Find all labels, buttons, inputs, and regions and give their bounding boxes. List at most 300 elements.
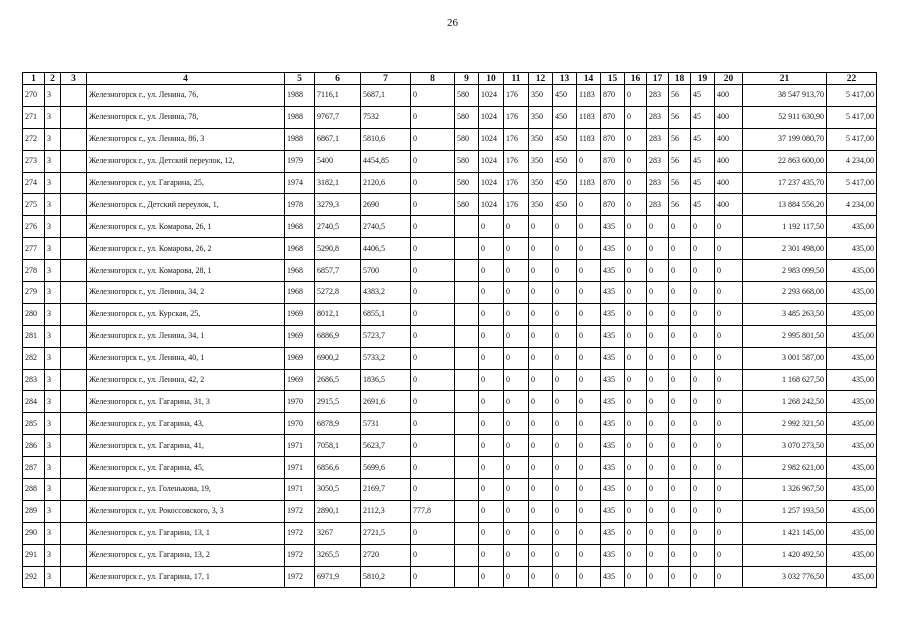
table-cell-col-6: 2686,5 — [315, 369, 361, 391]
table-cell-col-8: 0 — [411, 457, 455, 479]
table-cell-col-19: 0 — [691, 282, 715, 304]
table-cell-col-1: 275 — [23, 194, 45, 216]
table-cell-col-20: 0 — [715, 391, 743, 413]
table-cell-col-14: 1183 — [577, 85, 601, 107]
table-cell-col-1: 273 — [23, 150, 45, 172]
table-cell-col-20: 400 — [715, 85, 743, 107]
table-cell-col-2: 3 — [45, 325, 61, 347]
table-cell-col-19: 0 — [691, 479, 715, 501]
table-cell-col-1: 290 — [23, 522, 45, 544]
table-cell-col-20: 0 — [715, 413, 743, 435]
table-cell-col-21: 1 326 967,50 — [743, 479, 827, 501]
table-cell-col-4: Железногорск г., ул. Гагарина, 43, — [87, 413, 285, 435]
column-header-18: 18 — [669, 73, 691, 85]
table-row — [23, 303, 877, 325]
table-cell-col-1: 270 — [23, 85, 45, 107]
table-cell-col-4: Железногорск г., ул. Курская, 25, — [87, 303, 285, 325]
table-cell-col-7: 7532 — [361, 106, 411, 128]
table-row — [23, 479, 877, 501]
table-cell-col-13: 450 — [553, 172, 577, 194]
table-cell-col-16: 0 — [625, 216, 647, 238]
table-cell-col-11: 176 — [504, 106, 529, 128]
table-cell-col-7: 5700 — [361, 260, 411, 282]
table-cell-col-6: 9767,7 — [315, 106, 361, 128]
table-row — [23, 194, 877, 216]
table-cell-col-12: 350 — [529, 150, 553, 172]
table-cell-col-3 — [61, 479, 87, 501]
table-row — [23, 216, 877, 238]
table-cell-col-7: 5810,6 — [361, 128, 411, 150]
table-cell-col-2: 3 — [45, 282, 61, 304]
table-cell-col-17: 283 — [647, 128, 669, 150]
table-cell-col-3 — [61, 347, 87, 369]
column-header-20: 20 — [715, 73, 743, 85]
table-cell-col-16: 0 — [625, 282, 647, 304]
table-cell-col-10: 0 — [479, 347, 504, 369]
table-cell-col-1: 287 — [23, 457, 45, 479]
column-header-3: 3 — [61, 73, 87, 85]
table-cell-col-20: 0 — [715, 282, 743, 304]
table-cell-col-15: 435 — [601, 566, 625, 588]
table-cell-col-1: 277 — [23, 238, 45, 260]
column-header-11: 11 — [504, 73, 529, 85]
table-cell-col-2: 3 — [45, 303, 61, 325]
table-cell-col-9 — [455, 325, 479, 347]
table-cell-col-5: 1969 — [285, 325, 315, 347]
table-cell-col-13: 450 — [553, 128, 577, 150]
table-cell-col-6: 5290,8 — [315, 238, 361, 260]
table-cell-col-18: 0 — [669, 544, 691, 566]
table-cell-col-17: 0 — [647, 457, 669, 479]
table-cell-col-5: 1969 — [285, 369, 315, 391]
table-cell-col-2: 3 — [45, 128, 61, 150]
table-cell-col-11: 0 — [504, 391, 529, 413]
table-cell-col-5: 1970 — [285, 391, 315, 413]
table-cell-col-7: 4406,5 — [361, 238, 411, 260]
table-cell-col-5: 1988 — [285, 85, 315, 107]
table-cell-col-9 — [455, 369, 479, 391]
table-cell-col-7: 5733,2 — [361, 347, 411, 369]
table-cell-col-14: 0 — [577, 369, 601, 391]
table-cell-col-11: 0 — [504, 303, 529, 325]
table-cell-col-11: 176 — [504, 194, 529, 216]
column-header-4: 4 — [87, 73, 285, 85]
table-cell-col-15: 870 — [601, 106, 625, 128]
table-cell-col-12: 0 — [529, 260, 553, 282]
table-cell-col-11: 0 — [504, 369, 529, 391]
table-cell-col-20: 400 — [715, 128, 743, 150]
table-cell-col-14: 0 — [577, 216, 601, 238]
table-cell-col-20: 0 — [715, 238, 743, 260]
table-row — [23, 128, 877, 150]
table-cell-col-21: 2 982 621,00 — [743, 457, 827, 479]
table-cell-col-20: 0 — [715, 369, 743, 391]
table-row — [23, 325, 877, 347]
table-cell-col-4: Железногорск г., ул. Гагарина, 45, — [87, 457, 285, 479]
table-cell-col-11: 0 — [504, 238, 529, 260]
column-header-13: 13 — [553, 73, 577, 85]
table-cell-col-17: 0 — [647, 347, 669, 369]
table-cell-col-13: 0 — [553, 566, 577, 588]
table-cell-col-2: 3 — [45, 238, 61, 260]
table-cell-col-22: 5 417,00 — [827, 128, 877, 150]
table-row — [23, 435, 877, 457]
table-cell-col-15: 870 — [601, 85, 625, 107]
table-cell-col-10: 0 — [479, 413, 504, 435]
table-cell-col-16: 0 — [625, 479, 647, 501]
table-cell-col-22: 435,00 — [827, 413, 877, 435]
table-cell-col-12: 0 — [529, 566, 553, 588]
table-cell-col-14: 0 — [577, 238, 601, 260]
column-header-21: 21 — [743, 73, 827, 85]
table-cell-col-15: 435 — [601, 479, 625, 501]
table-cell-col-6: 6886,9 — [315, 325, 361, 347]
table-cell-col-6: 6856,6 — [315, 457, 361, 479]
table-cell-col-20: 0 — [715, 566, 743, 588]
table-cell-col-5: 1972 — [285, 522, 315, 544]
table-cell-col-3 — [61, 500, 87, 522]
table-cell-col-9: 580 — [455, 128, 479, 150]
table-cell-col-13: 450 — [553, 106, 577, 128]
table-cell-col-19: 0 — [691, 216, 715, 238]
table-cell-col-1: 279 — [23, 282, 45, 304]
table-cell-col-17: 0 — [647, 391, 669, 413]
table-cell-col-5: 1971 — [285, 479, 315, 501]
table-cell-col-12: 0 — [529, 391, 553, 413]
table-cell-col-12: 0 — [529, 325, 553, 347]
table-row — [23, 522, 877, 544]
table-cell-col-18: 56 — [669, 172, 691, 194]
table-cell-col-20: 0 — [715, 216, 743, 238]
table-cell-col-5: 1969 — [285, 347, 315, 369]
table-cell-col-22: 435,00 — [827, 303, 877, 325]
table-cell-col-13: 0 — [553, 500, 577, 522]
table-cell-col-17: 0 — [647, 435, 669, 457]
table-cell-col-2: 3 — [45, 369, 61, 391]
table-cell-col-15: 435 — [601, 282, 625, 304]
table-cell-col-8: 0 — [411, 85, 455, 107]
table-cell-col-22: 5 417,00 — [827, 85, 877, 107]
table-cell-col-17: 0 — [647, 413, 669, 435]
table-cell-col-17: 0 — [647, 369, 669, 391]
table-cell-col-22: 4 234,00 — [827, 194, 877, 216]
table-row — [23, 544, 877, 566]
table-cell-col-3 — [61, 544, 87, 566]
table-cell-col-10: 1024 — [479, 106, 504, 128]
table-cell-col-6: 3279,3 — [315, 194, 361, 216]
table-cell-col-4: Железногорск г., ул. Детский переулок, 12, — [87, 150, 285, 172]
table-cell-col-10: 0 — [479, 566, 504, 588]
table-cell-col-22: 435,00 — [827, 566, 877, 588]
table-cell-col-19: 0 — [691, 391, 715, 413]
table-cell-col-2: 3 — [45, 413, 61, 435]
table-cell-col-10: 1024 — [479, 150, 504, 172]
table-cell-col-19: 0 — [691, 260, 715, 282]
table-cell-col-9: 580 — [455, 194, 479, 216]
table-cell-col-10: 0 — [479, 479, 504, 501]
table-cell-col-6: 8012,1 — [315, 303, 361, 325]
table-cell-col-14: 0 — [577, 325, 601, 347]
table-cell-col-16: 0 — [625, 194, 647, 216]
table-cell-col-14: 1183 — [577, 172, 601, 194]
table-cell-col-12: 0 — [529, 544, 553, 566]
column-header-16: 16 — [625, 73, 647, 85]
table-cell-col-12: 350 — [529, 128, 553, 150]
table-cell-col-21: 37 199 080,70 — [743, 128, 827, 150]
table-cell-col-6: 3182,1 — [315, 172, 361, 194]
table-cell-col-7: 2740,5 — [361, 216, 411, 238]
table-cell-col-7: 2120,6 — [361, 172, 411, 194]
table-cell-col-3 — [61, 172, 87, 194]
table-cell-col-8: 0 — [411, 128, 455, 150]
table-cell-col-16: 0 — [625, 391, 647, 413]
table-cell-col-2: 3 — [45, 347, 61, 369]
table-cell-col-4: Железногорск г., ул. Комарова, 26, 1 — [87, 216, 285, 238]
table-cell-col-14: 1183 — [577, 128, 601, 150]
table-row — [23, 413, 877, 435]
table-cell-col-9 — [455, 303, 479, 325]
table-cell-col-7: 1836,5 — [361, 369, 411, 391]
table-cell-col-14: 0 — [577, 413, 601, 435]
table-cell-col-5: 1979 — [285, 150, 315, 172]
table-cell-col-7: 6855,1 — [361, 303, 411, 325]
table-cell-col-6: 6878,9 — [315, 413, 361, 435]
table-cell-col-9 — [455, 347, 479, 369]
table-cell-col-17: 0 — [647, 479, 669, 501]
table-cell-col-17: 0 — [647, 282, 669, 304]
column-header-17: 17 — [647, 73, 669, 85]
table-cell-col-3 — [61, 260, 87, 282]
table-cell-col-4: Железногорск г., ул. Рокоссовского, 3, 3 — [87, 500, 285, 522]
table-cell-col-9 — [455, 522, 479, 544]
table-cell-col-2: 3 — [45, 85, 61, 107]
table-cell-col-2: 3 — [45, 216, 61, 238]
table-cell-col-15: 435 — [601, 522, 625, 544]
table-cell-col-11: 0 — [504, 544, 529, 566]
table-cell-col-3 — [61, 369, 87, 391]
table-cell-col-17: 0 — [647, 303, 669, 325]
table-cell-col-2: 3 — [45, 435, 61, 457]
table-cell-col-11: 0 — [504, 522, 529, 544]
table-cell-col-12: 0 — [529, 479, 553, 501]
table-cell-col-15: 435 — [601, 544, 625, 566]
table-cell-col-5: 1974 — [285, 172, 315, 194]
table-cell-col-19: 0 — [691, 566, 715, 588]
table-cell-col-21: 13 884 556,20 — [743, 194, 827, 216]
table-cell-col-10: 0 — [479, 303, 504, 325]
table-cell-col-17: 283 — [647, 150, 669, 172]
table-cell-col-18: 56 — [669, 128, 691, 150]
table-cell-col-16: 0 — [625, 435, 647, 457]
column-header-9: 9 — [455, 73, 479, 85]
table-cell-col-10: 0 — [479, 238, 504, 260]
table-cell-col-18: 0 — [669, 457, 691, 479]
table-cell-col-1: 282 — [23, 347, 45, 369]
table-cell-col-8: 0 — [411, 216, 455, 238]
table-cell-col-10: 0 — [479, 216, 504, 238]
table-row — [23, 150, 877, 172]
table-cell-col-16: 0 — [625, 238, 647, 260]
table-cell-col-1: 272 — [23, 128, 45, 150]
table-cell-col-19: 0 — [691, 369, 715, 391]
table-cell-col-20: 0 — [715, 522, 743, 544]
table-cell-col-21: 2 301 498,00 — [743, 238, 827, 260]
table-cell-col-12: 0 — [529, 457, 553, 479]
table-cell-col-11: 0 — [504, 457, 529, 479]
table-cell-col-13: 450 — [553, 150, 577, 172]
table-cell-col-16: 0 — [625, 500, 647, 522]
table-cell-col-17: 283 — [647, 106, 669, 128]
column-header-6: 6 — [315, 73, 361, 85]
table-cell-col-9: 580 — [455, 85, 479, 107]
table-cell-col-5: 1968 — [285, 238, 315, 260]
table-cell-col-10: 0 — [479, 435, 504, 457]
table-cell-col-12: 350 — [529, 172, 553, 194]
table-cell-col-15: 435 — [601, 325, 625, 347]
table-cell-col-18: 0 — [669, 413, 691, 435]
table-cell-col-18: 0 — [669, 522, 691, 544]
table-cell-col-1: 292 — [23, 566, 45, 588]
table-cell-col-15: 435 — [601, 216, 625, 238]
table-cell-col-6: 6900,2 — [315, 347, 361, 369]
table-cell-col-13: 0 — [553, 435, 577, 457]
table-cell-col-13: 450 — [553, 85, 577, 107]
column-header-10: 10 — [479, 73, 504, 85]
table-cell-col-4: Железногорск г., ул. Комарова, 26, 2 — [87, 238, 285, 260]
table-cell-col-17: 0 — [647, 522, 669, 544]
table-cell-col-5: 1972 — [285, 566, 315, 588]
table-cell-col-3 — [61, 282, 87, 304]
table-cell-col-3 — [61, 435, 87, 457]
table-cell-col-2: 3 — [45, 172, 61, 194]
table-cell-col-16: 0 — [625, 347, 647, 369]
table-cell-col-2: 3 — [45, 150, 61, 172]
table-cell-col-12: 0 — [529, 413, 553, 435]
table-cell-col-22: 435,00 — [827, 282, 877, 304]
table-cell-col-10: 0 — [479, 522, 504, 544]
table-cell-col-17: 0 — [647, 500, 669, 522]
table-row — [23, 369, 877, 391]
table-cell-col-16: 0 — [625, 303, 647, 325]
table-cell-col-17: 0 — [647, 544, 669, 566]
table-cell-col-16: 0 — [625, 150, 647, 172]
table-cell-col-18: 0 — [669, 303, 691, 325]
table-cell-col-15: 870 — [601, 172, 625, 194]
table-cell-col-19: 45 — [691, 150, 715, 172]
table-cell-col-3 — [61, 303, 87, 325]
table-cell-col-7: 4454,85 — [361, 150, 411, 172]
table-cell-col-22: 435,00 — [827, 325, 877, 347]
table-cell-col-13: 0 — [553, 391, 577, 413]
table-cell-col-22: 435,00 — [827, 544, 877, 566]
table-cell-col-14: 0 — [577, 303, 601, 325]
table-header-row — [23, 73, 877, 85]
table-cell-col-15: 435 — [601, 391, 625, 413]
table-cell-col-8: 0 — [411, 369, 455, 391]
table-cell-col-12: 0 — [529, 435, 553, 457]
table-cell-col-21: 3 485 263,50 — [743, 303, 827, 325]
table-cell-col-12: 0 — [529, 522, 553, 544]
table-cell-col-19: 45 — [691, 85, 715, 107]
table-cell-col-13: 0 — [553, 260, 577, 282]
table-cell-col-17: 0 — [647, 260, 669, 282]
table-cell-col-21: 2 995 801,50 — [743, 325, 827, 347]
table-cell-col-17: 0 — [647, 238, 669, 260]
table-cell-col-14: 0 — [577, 194, 601, 216]
table-cell-col-4: Железногорск г., ул. Гагарина, 17, 1 — [87, 566, 285, 588]
table-cell-col-18: 56 — [669, 194, 691, 216]
table-cell-col-21: 3 001 587,00 — [743, 347, 827, 369]
table-cell-col-20: 400 — [715, 194, 743, 216]
table-cell-col-21: 52 911 630,90 — [743, 106, 827, 128]
table-cell-col-13: 0 — [553, 303, 577, 325]
table-cell-col-1: 283 — [23, 369, 45, 391]
table-cell-col-12: 0 — [529, 500, 553, 522]
table-cell-col-13: 0 — [553, 479, 577, 501]
table-cell-col-3 — [61, 128, 87, 150]
table-cell-col-9: 580 — [455, 172, 479, 194]
table-cell-col-4: Железногорск г., ул. Ленина, 76, — [87, 85, 285, 107]
table-cell-col-2: 3 — [45, 106, 61, 128]
table-cell-col-3 — [61, 325, 87, 347]
table-cell-col-13: 0 — [553, 522, 577, 544]
table-cell-col-20: 0 — [715, 479, 743, 501]
table-cell-col-8: 0 — [411, 479, 455, 501]
table-cell-col-9 — [455, 260, 479, 282]
column-header-12: 12 — [529, 73, 553, 85]
table-cell-col-7: 4383,2 — [361, 282, 411, 304]
table-cell-col-1: 276 — [23, 216, 45, 238]
table-cell-col-14: 0 — [577, 391, 601, 413]
table-cell-col-21: 17 237 435,70 — [743, 172, 827, 194]
table-cell-col-16: 0 — [625, 566, 647, 588]
table-cell-col-3 — [61, 566, 87, 588]
table-row — [23, 347, 877, 369]
table-cell-col-14: 0 — [577, 457, 601, 479]
table-cell-col-1: 286 — [23, 435, 45, 457]
table-cell-col-10: 0 — [479, 500, 504, 522]
table-cell-col-14: 0 — [577, 479, 601, 501]
table-cell-col-13: 0 — [553, 457, 577, 479]
table-cell-col-2: 3 — [45, 194, 61, 216]
table-cell-col-9 — [455, 566, 479, 588]
table-cell-col-15: 435 — [601, 260, 625, 282]
table-cell-col-3 — [61, 413, 87, 435]
table-cell-col-2: 3 — [45, 479, 61, 501]
table-cell-col-7: 2169,7 — [361, 479, 411, 501]
table-cell-col-8: 0 — [411, 260, 455, 282]
table-cell-col-4: Железногорск г., ул. Гагарина, 13, 2 — [87, 544, 285, 566]
table-cell-col-4: Железногорск г., ул. Ленина, 34, 2 — [87, 282, 285, 304]
table-cell-col-22: 435,00 — [827, 347, 877, 369]
table-cell-col-11: 176 — [504, 172, 529, 194]
table-row — [23, 500, 877, 522]
table-cell-col-7: 5623,7 — [361, 435, 411, 457]
table-cell-col-19: 0 — [691, 238, 715, 260]
table-cell-col-13: 0 — [553, 238, 577, 260]
table-cell-col-8: 0 — [411, 544, 455, 566]
table-cell-col-2: 3 — [45, 391, 61, 413]
table-cell-col-5: 1968 — [285, 282, 315, 304]
table-cell-col-15: 435 — [601, 369, 625, 391]
table-cell-col-16: 0 — [625, 128, 647, 150]
table-cell-col-8: 0 — [411, 194, 455, 216]
table-cell-col-1: 271 — [23, 106, 45, 128]
table-cell-col-10: 0 — [479, 325, 504, 347]
table-cell-col-9 — [455, 216, 479, 238]
table-cell-col-4: Железногорск г., ул. Ленина, 40, 1 — [87, 347, 285, 369]
table-cell-col-7: 5723,7 — [361, 325, 411, 347]
